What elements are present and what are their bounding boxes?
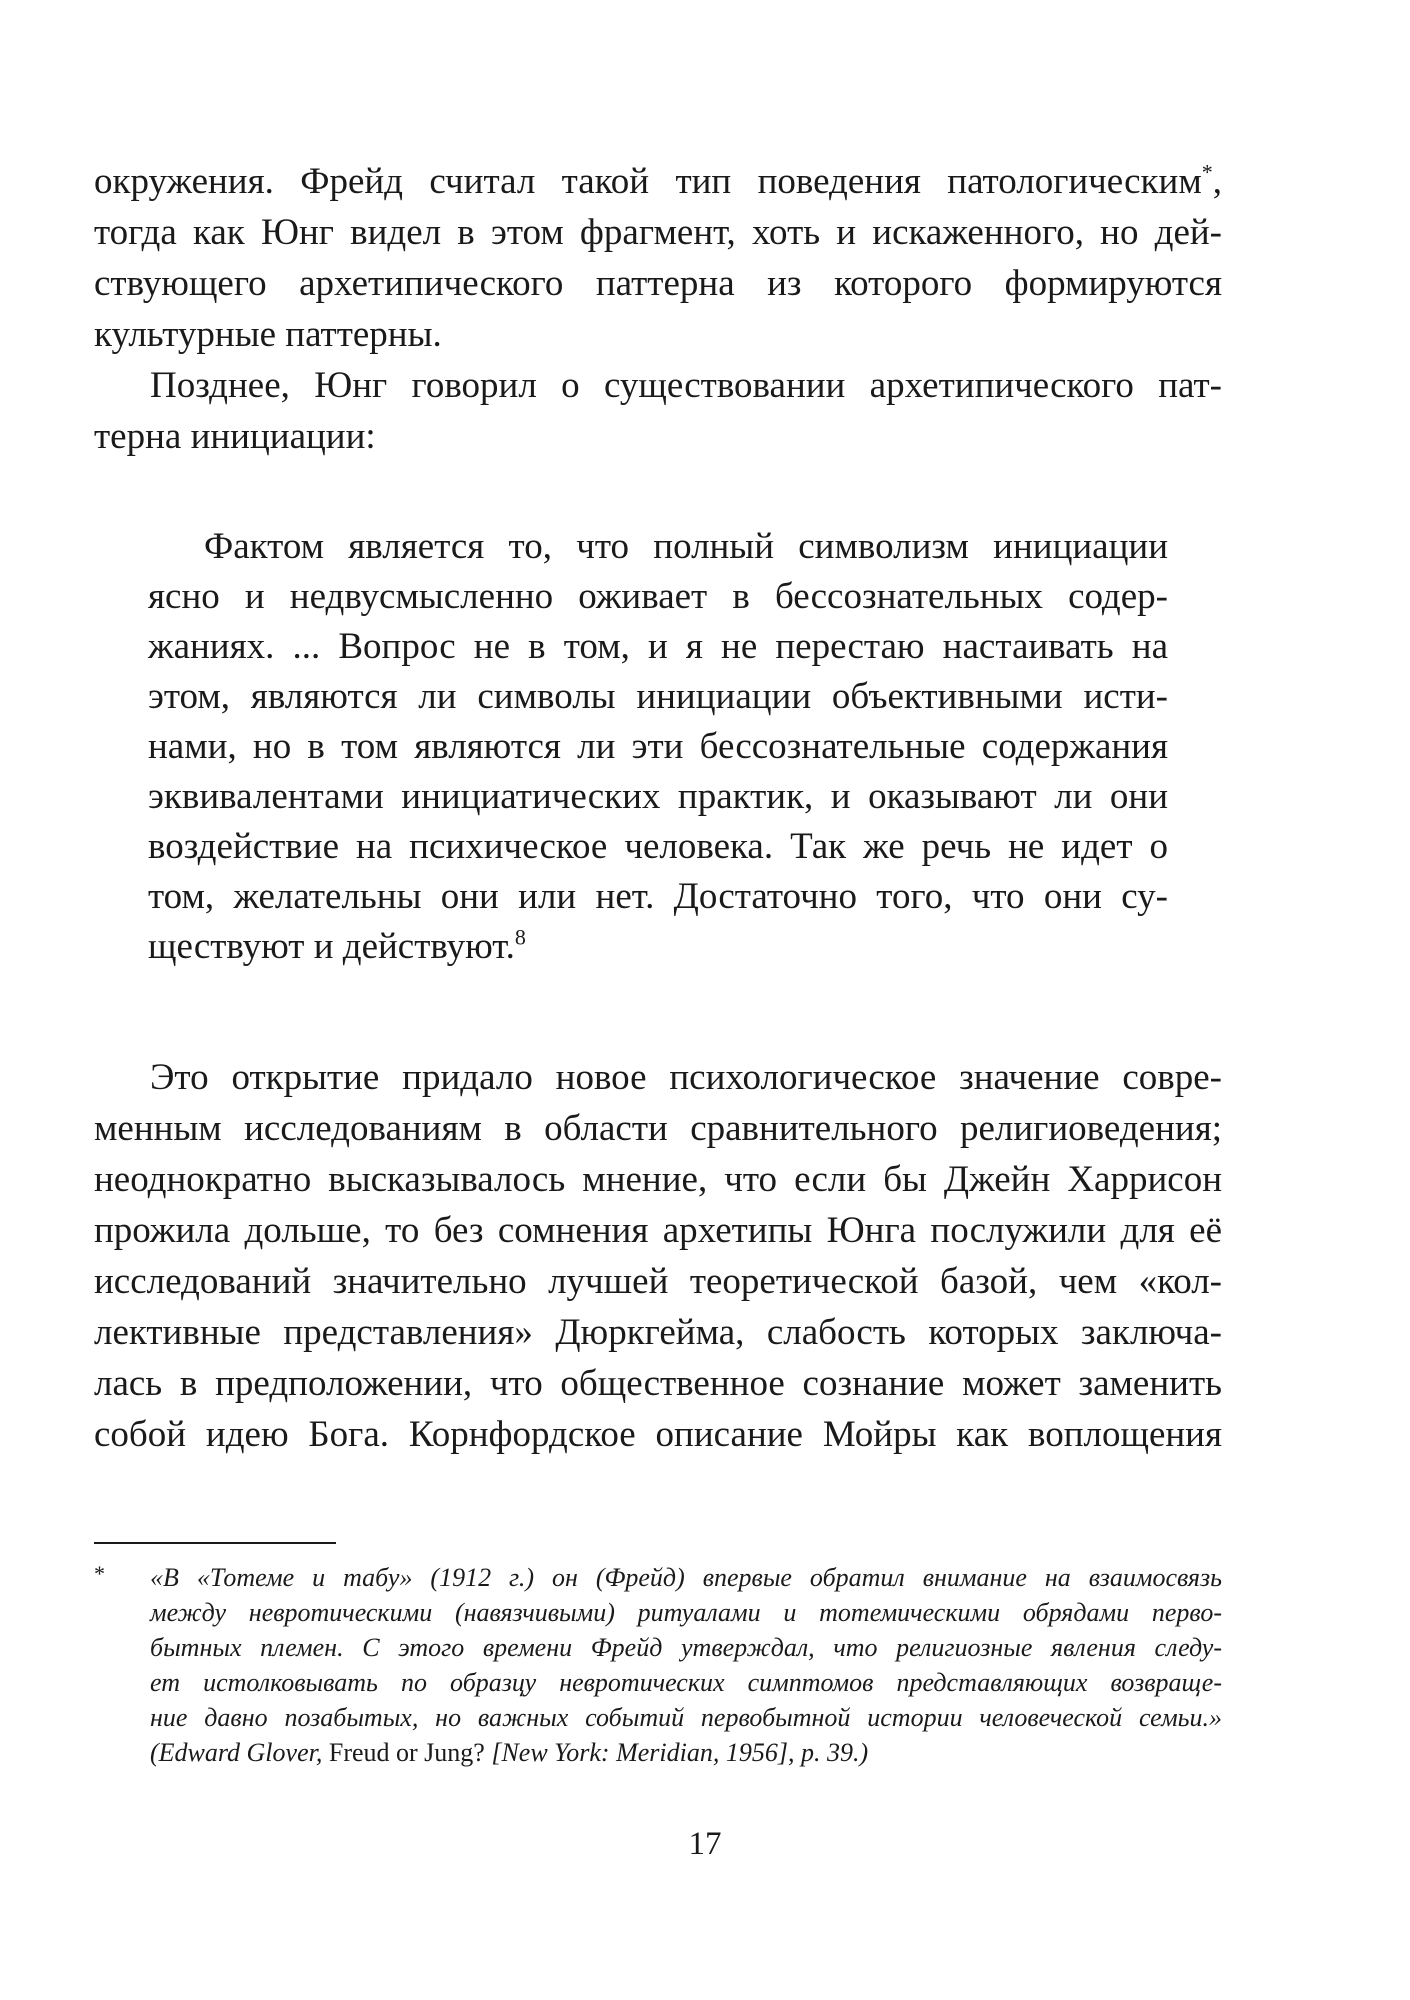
text-line: ствующего архетипического паттерна из которого формируются: [94, 263, 1222, 304]
footnote-body: [150, 1560, 1222, 1770]
text-line: Это открытие придало новое психологическое значение совре-: [150, 1057, 1222, 1098]
footnote-line: бытных племен. С этого времени Фрейд утверждал, что религиозные явления следу-: [150, 1633, 1222, 1662]
footnote-reference[interactable]: *: [1201, 159, 1213, 185]
quote-line: Фактом является то, что полный символизм инициации: [204, 526, 1168, 567]
page-number: 17: [688, 1826, 722, 1862]
block-quote: [148, 522, 1168, 972]
footnote-line: между невротическими (навязчивыми) ритуалами и тотемическими обрядами перво-: [150, 1598, 1222, 1627]
footnote-line: «В «Тотеме и табу» (1912 г.) он (Фрейд) впервые обратил внимание на взаимосвязь: [150, 1563, 1222, 1592]
text-line: культурные паттерны.: [94, 314, 442, 355]
text-line: исследований значительно лучшей теоретической базой, чем «кол-: [94, 1261, 1222, 1302]
text-line: лективные представления» Дюркгейма, слабость которых заключа-: [94, 1312, 1222, 1353]
quote-line: ществуют и действуют.$^8$: [148, 924, 526, 967]
text-line: прожила дольше, то без сомнения архетипы Юнга послужили для её: [94, 1210, 1222, 1251]
text-line: менным исследованиям в области сравнительного религиоведения;: [94, 1108, 1222, 1149]
footnote-marker: *: [94, 1561, 105, 1586]
quote-line: воздействие на психическое человека. Так же речь не идет о: [148, 826, 1168, 867]
body-text-bottom: [94, 1052, 1222, 1460]
text-line: Позднее, Юнг говорил о существовании архетипического пат-: [150, 365, 1222, 406]
quote-line: эквивалентами инициатических практик, и оказывают ли они: [148, 776, 1168, 817]
text-line: лась в предположении, что общественное сознание может заменить: [94, 1363, 1222, 1404]
endnote-reference[interactable]: 8: [514, 924, 526, 950]
quote-line: том, желательны они или нет. Достаточно того, что они су-: [148, 876, 1168, 917]
footnote-line: ние давно позабытых, но важных событий первобытной истории человеческой семьи.»: [150, 1703, 1222, 1732]
footnote-line: ет истолковывать по образцу невротических симптомов представляющих возвраще-: [150, 1668, 1222, 1697]
quote-line: этом, являются ли символы инициации объективными исти-: [148, 676, 1168, 717]
quote-line: нами, но в том являются ли эти бессознательные содержания: [148, 726, 1168, 767]
text-line: тогда как Юнг видел в этом фрагмент, хоть и искаженного, но дей-: [94, 212, 1222, 253]
text-line: собой идею Бога. Корнфордское описание Мойры как воплощения: [94, 1414, 1222, 1455]
text-line: неоднократно высказывалось мнение, что если бы Джейн Харрисон: [94, 1159, 1222, 1200]
quote-line: жаниях. ... Вопрос не в том, и я не перестаю настаивать на: [148, 626, 1168, 667]
body-text-top: [94, 156, 1222, 462]
cited-book-title: Freud or Jung?: [328, 1738, 485, 1767]
text-line: терна инициации:: [94, 416, 376, 457]
text-line: окружения. Фрейд считал такой тип поведения патологическим*,: [94, 159, 1222, 202]
footnote-citation: (Edward Glover, Freud or Jung? [New York: Meridian, 1956], p. 39.): [150, 1738, 869, 1767]
quote-line: ясно и недвусмысленно оживает в бессознательных содер-: [148, 576, 1168, 617]
footnote-divider: [94, 1542, 336, 1544]
